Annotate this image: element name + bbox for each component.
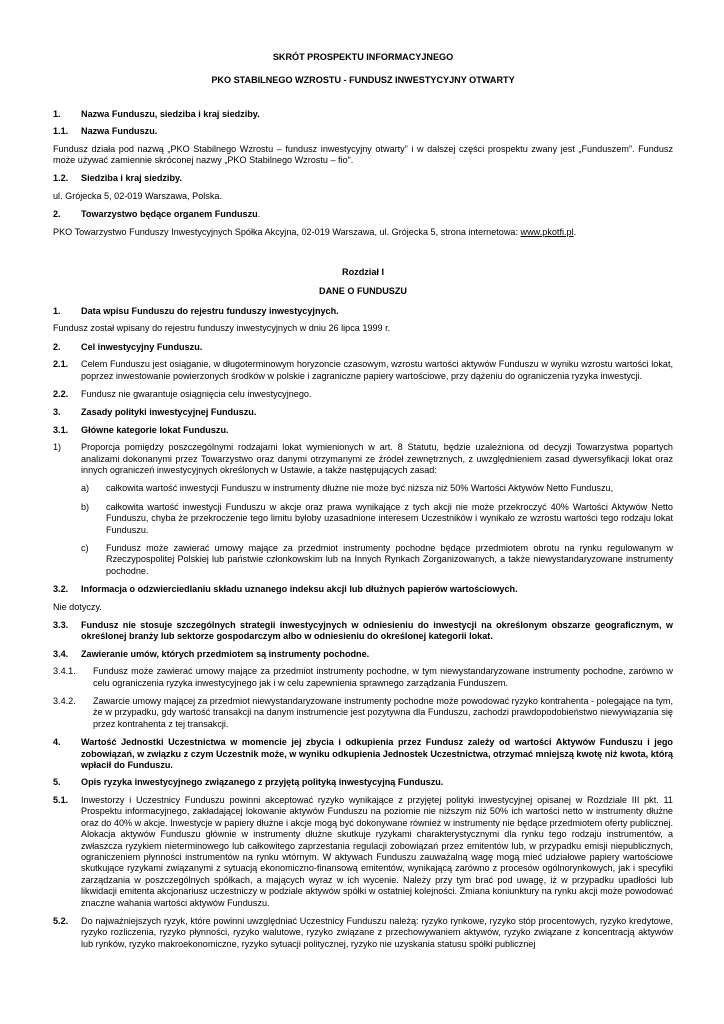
c5-2-item	[53, 916, 673, 950]
c5-heading	[53, 777, 673, 788]
c1-heading	[53, 306, 673, 317]
c2-heading	[53, 342, 673, 353]
item-number: 3.4.1.	[53, 666, 76, 677]
address-paragraph: ul. Grójecka 5, 02-019 Warszawa, Polska.	[53, 190, 222, 201]
item-number: 1)	[53, 442, 62, 453]
section-title: Zawieranie umów, których przedmiotem są instrumenty pochodne.	[81, 648, 370, 659]
chapter-label: Rozdział I	[342, 267, 384, 278]
section-title: Nazwa Funduszu.	[81, 126, 158, 137]
section-1-heading	[53, 109, 673, 120]
section-title	[81, 209, 673, 220]
c5-1-item	[53, 795, 673, 909]
c3-heading	[53, 407, 673, 418]
item-number: 3.4.2.	[53, 696, 76, 707]
section-number: 2.	[53, 209, 61, 220]
c3-4-2-item	[53, 696, 673, 730]
company-text: PKO Towarzystwo Funduszy Inwestycyjnych Spółka Akcyjna, 02-019 Warszawa, ul. Grójecka 5, strona internetowa:	[53, 226, 521, 237]
document-page	[53, 52, 673, 957]
item-number: 5.1.	[53, 794, 69, 805]
chapter-name: DANE O FUNDUSZU	[319, 286, 407, 297]
section-title: Zasady polityki inwestycyjnej Funduszu.	[81, 407, 257, 418]
item-number: 5.2.	[53, 915, 69, 926]
item-text: Fundusz nie gwarantuje osiągnięcia celu inwestycyjnego.	[81, 388, 312, 399]
section-title-dot: .	[257, 209, 261, 220]
c2-1-item	[53, 359, 673, 382]
item-text: całkowita wartość inwestycji Funduszu w akcje oraz prawa wynikające z tych akcji nie może przekroczyć 40% Wartości Aktywów Netto Funduszu, chyba że przekroczenie tego limitu byłoby uzasadnione interesem Uczestników i wynikało ze wzrostu wartości tego rodzaju lokat Funduszu.	[106, 501, 673, 535]
c2-2-item	[53, 389, 673, 400]
section-title: Cel inwestycyjny Funduszu.	[81, 341, 203, 352]
section-number: 3.	[53, 407, 61, 418]
company-text-end: .	[573, 226, 577, 237]
c3-1-point-a	[81, 483, 673, 494]
item-letter: b)	[81, 501, 90, 512]
section-title: Data wpisu Funduszu do rejestru funduszy inwestycyjnych.	[81, 305, 339, 316]
company-paragraph	[53, 227, 673, 238]
section-number: 3.1.	[53, 424, 69, 435]
item-number: 2.1.	[53, 359, 69, 370]
section-title: Wartość Jednostki Uczestnictwa w momencie jej zbycia i odkupienia przez Fundusz zależy od wartości Aktywów Funduszu i jego zobowiązań, w związku z czym Uczestnik może, w wyniku odkupienia Jednostek Uczestnictwa, otrzymać mniejszą kwotę niż kwota, którą wpłacił do Funduszu.	[81, 737, 673, 771]
item-number: 2.2.	[53, 388, 69, 399]
item-text: Celem Funduszu jest osiąganie, w długoterminowym horyzoncie czasowym, wzrostu wartości aktywów Funduszu w wyniku wzrostu wartości lokat, poprzez inwestowanie powierzonych środków w polskie i zagraniczne papiery wartościowe, przy dążeniu do ograniczenia ryzyka inwestycji.	[81, 359, 673, 381]
section-number: 1.	[53, 305, 61, 316]
section-title: Siedziba i kraj siedziby.	[81, 173, 182, 184]
item-text: Zawarcie umowy mającej za przedmiot niewystandaryzowane instrumenty pochodne może powodować ryzyko kontrahenta - polegające na tym, że w przypadku, gdy wartość transakcji na danym instrumencie jest pozytywna dla Funduszu, zachodzi prawdopodobieństwo niewywiązania się przez kontrahenta z tej transakcji.	[93, 696, 673, 729]
c3-2-heading	[53, 584, 673, 595]
item-letter: c)	[81, 542, 89, 553]
section-title-text: Towarzystwo będące organem Funduszu	[81, 209, 258, 220]
section-number: 3.4.	[53, 648, 69, 659]
index-paragraph: Nie dotyczy.	[53, 601, 102, 612]
section-2-heading	[53, 209, 673, 220]
c3-1-point-c	[81, 543, 673, 577]
c3-1-point-b	[81, 502, 673, 536]
c3-4-1-item	[53, 666, 673, 689]
section-number: 1.	[53, 108, 61, 119]
item-text: całkowita wartość inwestycji Funduszu w instrumenty dłużne nie może być niższa niż 50% Wartości Aktywów Netto Funduszu,	[106, 483, 614, 494]
item-letter: a)	[81, 483, 90, 494]
item-text: Fundusz może zawierać umowy mające za przedmiot instrumenty pochodne będące przedmiotem obrotu na rynku regulowanym w Rzeczypospolitej Polskiej lub państwie członkowskim lub na Innych Rynkach Zorganizowanych, a także niewystandaryzowane instrumenty pochodne.	[106, 542, 673, 576]
section-number: 3.2.	[53, 584, 69, 595]
item-text: Inwestorzy i Uczestnicy Funduszu powinni akceptować ryzyko wynikające z przyjętej polityki inwestycyjnej opisanej w Rozdziale III pkt. 11 Prospektu informacyjnego, zakładającej lokowanie aktywów Funduszu na poziomie nie niższym niż 50% ich wartości netto w instrumenty dłużne oraz do 40% w akcje. Inwestycje w papiery dłużne i akcje mogą być dokonywane również w instrumenty nie będące przedmiotem oferty publicznej. Alokacja aktywów Funduszu głównie w instrumenty dłużne skutkuje ryzykami charakterystycznymi dla rynku tego rodzaju instrumentów, a zwłaszcza ryzykiem nieterminowego lub całkowitego zaprzestania regulacji zobowiązań przez emitentów lub, w przypadku emisji niepublicznych, ograniczeniem płynności instrumentów na rynku wtórnym. W aktywach Funduszu zauważalną wagę mogą mieć udziałowe papiery wartościowe skutkujące ryzykami związanymi z sytuacją ekonomiczno-finansową emitentów, wynikającą zarówno z procesów ogólnorynkowych, jak i specyfiki zarządzania w poszczególnych spółkach, a mających wyraz w ich wycenie. Należy przy tym brać pod uwagę, iż w przypadku upadłości lub likwidacji emitenta akcjonariusz uczestniczy w podziale aktywów spółki w ostatniej kolejności. Zmiana koniunktury na rynku akcji może powodować znaczne wahania wartości aktywów Funduszu.	[81, 794, 673, 908]
section-number: 1.1.	[53, 126, 69, 137]
registration-paragraph: Fundusz został wpisany do rejestru funduszy inwestycyjnych w dniu 26 lipca 1999 r.	[53, 323, 391, 334]
fund-name-title: PKO STABILNEGO WZROSTU - FUNDUSZ INWESTYCYJNY OTWARTY	[211, 75, 515, 86]
section-title: Nazwa Funduszu, siedziba i kraj siedziby.	[81, 108, 260, 119]
section-title: Opis ryzyka inwestycyjnego związanego z przyjętą polityką inwestycyjną Funduszu.	[81, 777, 444, 788]
fund-name-paragraph: Fundusz działa pod nazwą „PKO Stabilnego Wzrostu – fundusz inwestycyjny otwarty” i w dalszej części prospektu zwany jest „Funduszem”. Fundusz może używać zamiennie skróconej nazwy „PKO Stabilnego Wzrostu – fio”.	[53, 143, 673, 166]
c3-1-point-1	[53, 442, 673, 476]
item-text: Proporcja pomiędzy poszczególnymi rodzajami lokat wymienionych w art. 8 Statutu, będzie uzależniona od decyzji Towarzystwa popartych analizami dokonanymi przez Towarzystwo oraz danymi otrzymanymi ze źródeł zewnętrznych, z uwzględnieniem zasad dywersyfikacji lokat oraz innych ograniczeń inwestycyjnych określonych w Ustawie, a także następujących zasad:	[81, 442, 673, 475]
c3-3-heading	[53, 620, 673, 643]
section-1-2-heading	[53, 173, 673, 184]
website-link[interactable]: www.pkotfi.pl	[520, 226, 574, 237]
c3-1-heading	[53, 425, 673, 436]
c4-heading	[53, 737, 673, 771]
c3-4-heading	[53, 649, 673, 660]
section-number: 3.3.	[53, 620, 69, 630]
section-number: 2.	[53, 341, 61, 352]
section-number: 1.2.	[53, 173, 69, 184]
section-1-1-heading	[53, 126, 673, 137]
section-title: Fundusz nie stosuje szczególnych strategii inwestycyjnych w odniesieniu do inwestycji na określonym obszarze geograficznym, w określonej branży lub sektorze gospodarczym albo w odniesieniu do określonej kategorii lokat.	[81, 620, 673, 642]
section-title: Informacja o odzwierciedlaniu składu uznanego indeksu akcji lub dłużnych papierów wartościowych.	[81, 584, 518, 595]
section-number: 4.	[53, 737, 61, 748]
section-title: Główne kategorie lokat Funduszu.	[81, 424, 229, 435]
item-text: Fundusz może zawierać umowy mające za przedmiot instrumenty pochodne, w tym niewystandaryzowane instrumenty pochodne, zarówno w celu ograniczenia ryzyka inwestycyjnego jak i w celu zapewnienia sprawnego zarządzania Funduszem.	[93, 666, 673, 688]
section-number: 5.	[53, 777, 61, 788]
item-text: Do najważniejszych ryzyk, które powinni uwzględniać Uczestnicy Funduszu należą: ryzyko rynkowe, ryzyko stóp procentowych, ryzyko kredytowe, ryzyko rozliczenia, ryzyko płynności, ryzyko walutowe, ryzyko związane z przechowywaniem aktywów, ryzyko związane z koncentracją aktywów lub rynków, ryzyko makroekonomiczne, ryzyko sytuacji politycznej, ryzyko nie uzyskania statusu spółki publicznej	[81, 915, 673, 949]
document-title: SKRÓT PROSPEKTU INFORMACYJNEGO	[272, 52, 454, 62]
